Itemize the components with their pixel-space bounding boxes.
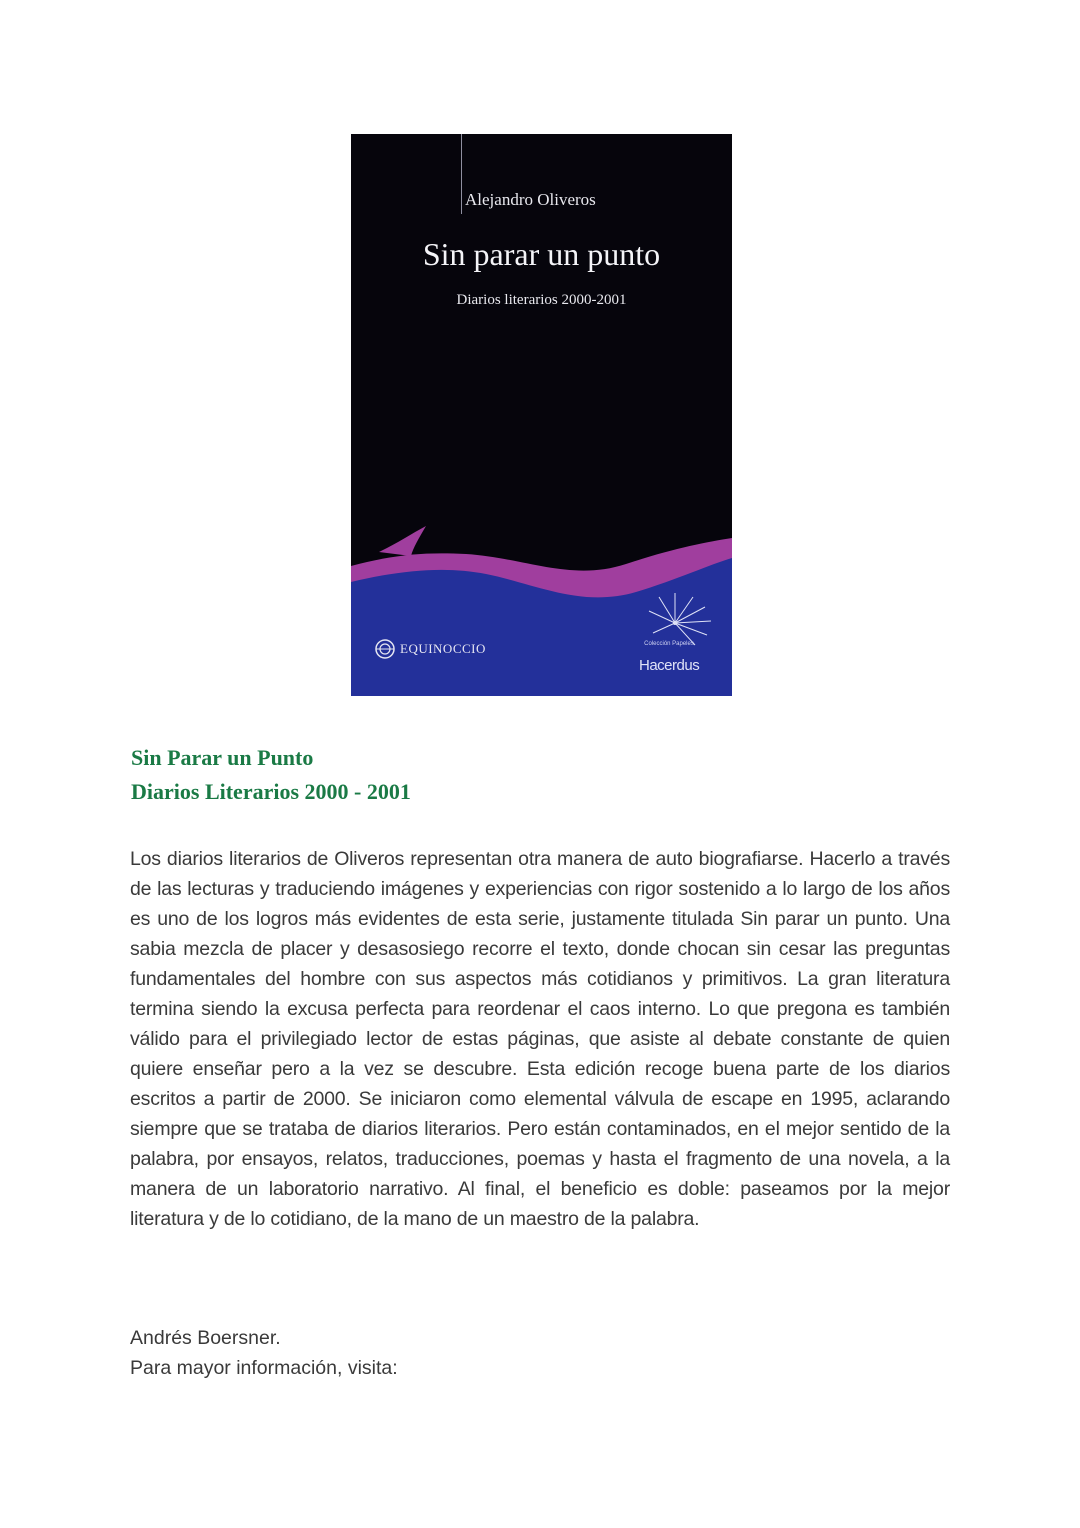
series-name: Hacerdus bbox=[639, 657, 700, 674]
signature-author: Andrés Boersner. bbox=[130, 1327, 281, 1349]
series-logo bbox=[635, 589, 727, 679]
document-heading bbox=[131, 741, 411, 809]
cover-divider-line bbox=[461, 134, 462, 214]
cover-title: Sin parar un punto bbox=[422, 236, 661, 272]
series-caption: Colección Papeles bbox=[644, 641, 694, 647]
publisher-emblem-icon bbox=[373, 638, 397, 660]
description-paragraph: Los diarios literarios de Oliveros representan otra manera de auto biografiarse. Hacerlo a través de las lecturas y traduciendo imágenes y experiencias con rigor sostenido a lo largo de los años es uno de los logros más evidentes de esta serie, justamente titulada Sin parar un punto. Una sabia mezcla de placer y desasosiego recorre el texto, donde chocan sin cesar las preguntas fundamentales del hombre con sus aspectos más cotidianos y primitivos. La gran literatura termina siendo la excusa perfecta para reordenar el caos interno. Lo que pregona es también válido para el privilegiado lector de estas páginas, que asiste al debate constante de quien quiere enseñar pero a la vez se descubre. Esta edición recoge buena parte de los diarios escritos a partir de 2000. Se iniciaron como elemental válvula de escape en 1995, aclarando siempre que se trataba de diarios literarios. Pero están contaminados, en el mejor sentido de la palabra, por ensayos, relatos, traducciones, poemas y hasta el fragmento de una novela, a la manera de un laboratorio narrativo. Al final, el beneficio es doble: paseamos por la mejor literatura y de lo cotidiano, de la mano de un maestro de la palabra. bbox=[130, 848, 950, 1230]
publisher-name: EQUINOCCIO bbox=[400, 641, 486, 656]
book-cover-image bbox=[351, 134, 732, 696]
heading-subtitle: Diarios Literarios 2000 - 2001 bbox=[131, 779, 411, 804]
cover-subtitle: Diarios literarios 2000-2001 bbox=[456, 292, 627, 308]
more-info-text: Para mayor información, visita: bbox=[130, 1357, 398, 1379]
heading-title: Sin Parar un Punto bbox=[131, 745, 314, 770]
cover-author: Alejandro Oliveros bbox=[465, 190, 596, 209]
signature-block bbox=[130, 1323, 398, 1383]
dandelion-icon bbox=[635, 589, 727, 649]
publisher-logo bbox=[373, 638, 486, 660]
